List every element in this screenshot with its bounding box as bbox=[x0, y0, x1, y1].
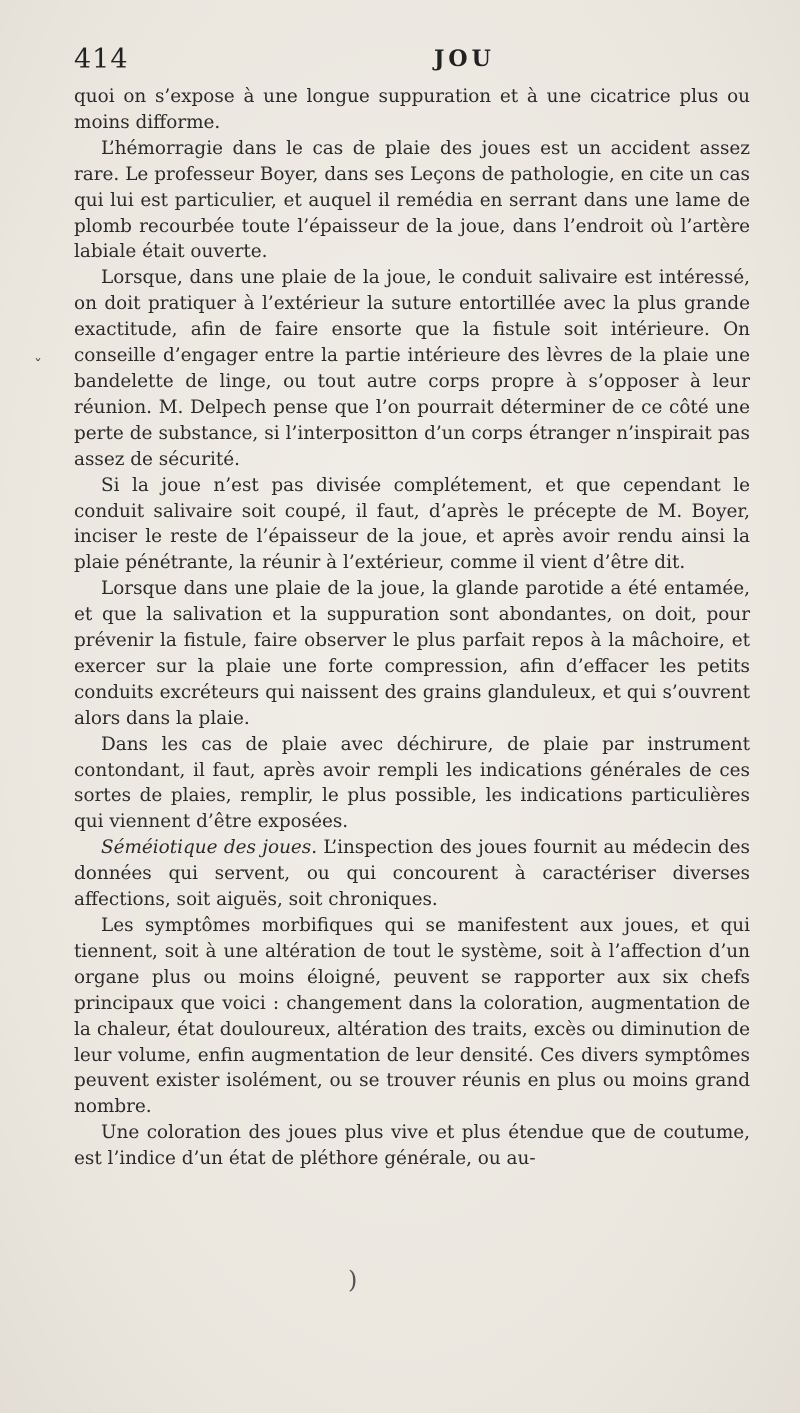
paragraph-4 bbox=[74, 473, 750, 577]
paragraph-text: Les symptômes morbifiques qui se manifestent aux joues, et qui tiennent, soit à une altération de tout le système, soit à l’affection d’un organe plus ou moins éloigné, peuvent se rapporter aux six chefs principaux que voici : changement dans la coloration, augmentation de la chaleur, état douloureux, altération des traits, excès ou diminution de leur volume, enfin augmentation de leur densité. Ces divers symptômes peuvent exister isolément, ou se trouver réunis en plus ou moins grand nombre. bbox=[74, 915, 750, 1118]
paragraph-5 bbox=[74, 576, 750, 731]
paragraph-1 bbox=[74, 84, 750, 136]
paragraph-8 bbox=[74, 913, 750, 1120]
paragraph-text: Lorsque, dans une plaie de la joue, le conduit salivaire est intéressé, on doit pratiquer à l’extérieur la suture entortillée avec la plus grande exactitude, afin de faire ensorte que la fistule soit intérieure. On conseille d’engager entre la partie intérieure des lèvres de la plaie une bandelette de linge, ou tout autre corps propre à s’opposer à leur réunion. M. Delpech pense que l’on pourrait déterminer de ce côté une perte de substance, si l’interpositton d’un corps étranger n’inspirait pas assez de sécurité. bbox=[74, 267, 750, 470]
section-heading-italic: Séméiotique des joues. bbox=[101, 837, 318, 859]
paragraph-text: quoi on s’expose à une longue suppuration et à une cicatrice plus ou moins difforme. bbox=[74, 86, 750, 133]
paragraph-6 bbox=[74, 732, 750, 836]
paragraph-text: Si la joue n’est pas divisée complétement, et que cependant le conduit salivaire soit coupé, il faut, d’après le précepte de M. Boyer, inciser le reste de l’épaisseur de la joue, et après avoir rendu ainsi la plaie pénétrante, la réunir à l’extérieur, comme il vient d’être dit. bbox=[74, 474, 750, 574]
margin-mark: ˇ bbox=[34, 356, 42, 375]
paragraph-9 bbox=[74, 1120, 750, 1172]
paragraph-7 bbox=[74, 835, 750, 913]
page-number: 414 bbox=[74, 44, 129, 75]
paragraph-text: Dans les cas de plaie avec déchirure, de plaie par instrument contondant, il faut, après avoir rempli les indications générales de ces sortes de plaies, remplir, le plus possible, les indications particulières qui viennent d’être exposées. bbox=[74, 733, 750, 833]
paragraph-text: Une coloration des joues plus vive et plus étendue que de coutume, est l’indice d’un état de pléthore générale, ou au- bbox=[74, 1122, 750, 1170]
bottom-mark: ) bbox=[348, 1266, 358, 1294]
paragraph-text: Lorsque dans une plaie de la joue, la glande parotide a été entamée, et que la salivation et la suppuration sont abondantes, on doit, pour prévenir la fistule, faire observer le plus parfait repos à la mâchoire, et exercer sur la plaie une forte compression, afin d’effacer les petits conduits excréteurs qui naissent des grains glanduleux, et qui s’ouvrent alors dans la plaie. bbox=[74, 578, 750, 729]
running-title: JOU bbox=[434, 46, 495, 72]
paragraph-3 bbox=[74, 265, 750, 472]
running-head bbox=[74, 44, 754, 80]
body-text bbox=[74, 84, 750, 1172]
paragraph-text: L’inspection des joues fournit au médecin des données qui servent, ou qui concourent à caractériser diverses affections, soit aiguës, soit chroniques. bbox=[74, 837, 750, 911]
paragraph-text: L’hémorragie dans le cas de plaie des joues est un accident assez rare. Le professeur Boyer, dans ses Leçons de pathologie, en cite un cas qui lui est particulier, et auquel il remédia en serrant dans une lame de plomb recourbée toute l’épaisseur de la joue, dans l’endroit où l’artère labiale était ouverte. bbox=[74, 137, 750, 263]
paragraph-2 bbox=[74, 136, 750, 266]
